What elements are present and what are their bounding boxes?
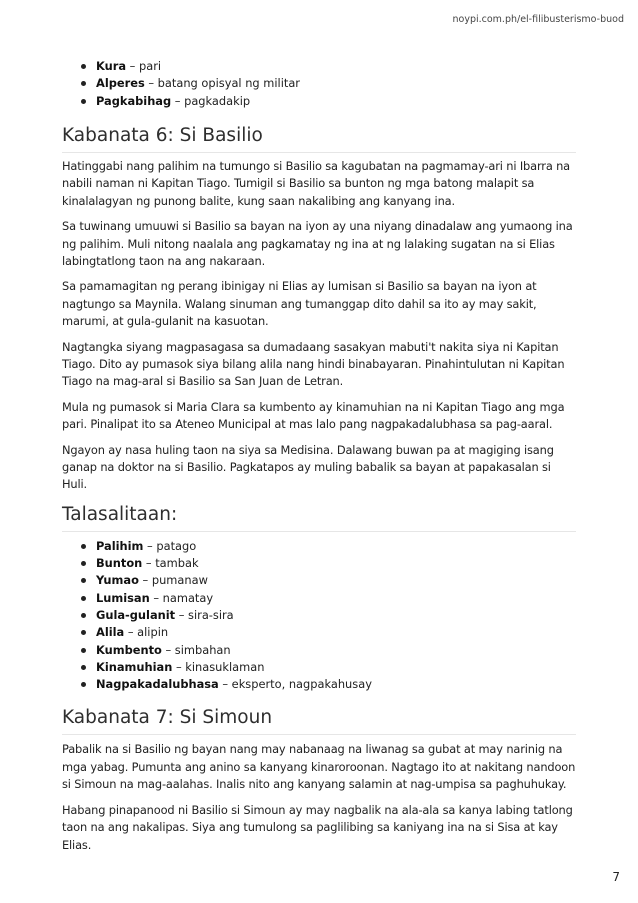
term-word: Alila — [96, 625, 125, 640]
term-definition: – pari — [126, 59, 162, 73]
source-url: noypi.com.ph/el-filibusterismo-buod — [452, 14, 624, 25]
talasalitaan-list — [62, 538, 576, 694]
paragraph: Sa tuwinang umuuwi si Basilio sa bayan na iyon ay una niyang dinadalaw ang yumaong ina ng palihim. Muli nitong naalala ang pagkamatay ng ina at ng lalaking sugatan na si Elias labingtatlong taon na ang nakaraan. — [62, 219, 573, 268]
term-definition: – kinasuklaman — [172, 659, 265, 674]
list-item — [78, 659, 576, 676]
talasalitaan-heading: Talasalitaan: — [62, 503, 576, 532]
term-definition: – namatay — [149, 590, 214, 605]
list-item — [78, 555, 576, 572]
term-definition: – alipin — [124, 625, 169, 640]
list-item — [78, 75, 576, 92]
term-word: Yumao — [96, 573, 139, 588]
list-item — [78, 590, 576, 607]
term-definition: – eksperto, nagpakahusay — [218, 677, 372, 692]
paragraph: Pabalik na si Basilio ng bayan nang may nabanaag na liwanag sa gubat at may narinig na mga yabag. Pumunta ang anino sa kanyang kinaroroonan. Nagtago ito at nakitang nandoon si Simoun na mag-aalahas. Inalis nito ang kanyang salamin at nag-umpisa sa paghuhukay. — [62, 742, 576, 792]
list-item — [78, 572, 576, 589]
paragraph: Hatinggabi nang palihim na tumungo si Basilio sa kagubatan na pagmamay-ari ni Ibarra na nabili naman ni Kapitan Tiago. Tumigil si Basilio sa bunton ng mga batong malapit sa kinalalagyan ng punong balite, kung saan nakalibing ang kanyang ina. — [62, 158, 571, 208]
term-definition: – batang opisyal ng militar — [144, 76, 300, 91]
list-item — [78, 58, 576, 75]
paragraph: Habang pinapanood ni Basilio si Simoun ay may nagbalik na ala-ala sa kanya labing tatlong taon na ang nakalipas. Siya ang tumulong sa paglilibing sa kaniyang ina na si Sisa at kay Elias. — [62, 802, 573, 852]
paragraph: Sa pamamagitan ng perang ibinigay ni Elias ay lumisan si Basilio sa bayan na iyon at nagtungo sa Maynila. Walang sinuman ang tumanggap dito dahil sa ito ay may sakit, marumi, at gula-gulanit na kasuotan. — [62, 279, 537, 329]
chapter-7-heading: Kabanata 7: Si Simoun — [62, 706, 576, 735]
page-content — [62, 58, 576, 862]
term-definition: – pumanaw — [138, 573, 208, 588]
list-item — [78, 538, 576, 555]
term-word: Pagkabihag — [96, 93, 172, 108]
term-word: Kura — [96, 59, 127, 73]
list-item — [78, 676, 576, 693]
term-word: Lumisan — [96, 590, 150, 605]
term-word: Kumbento — [96, 642, 162, 657]
talasalitaan-section — [62, 503, 576, 694]
list-item — [78, 642, 576, 659]
term-definition: – tambak — [142, 556, 199, 571]
term-word: Palihim — [96, 538, 144, 553]
term-word: Kinamuhian — [96, 659, 173, 674]
paragraph: Ngayon ay nasa huling taon na siya sa Medisina. Dalawang buwan pa at magiging isang ganap na doktor na si Basilio. Pagkatapos ay muling babalik sa bayan at papakasalan si Huli. — [62, 442, 554, 492]
paragraph: Mula ng pumasok si Maria Clara sa kumbento ay kinamuhian na ni Kapitan Tiago ang mga pari. Pinalipat ito sa Ateneo Municipal at mas lalo pang nagpakadalubhasa sa pag-aaral. — [62, 399, 565, 432]
term-word: Gula-gulanit — [96, 607, 176, 622]
term-definition: – sira-sira — [175, 607, 234, 622]
chapter-6-section — [62, 124, 576, 494]
chapter-7-section — [62, 706, 576, 853]
term-word: Nagpakadalubhasa — [96, 677, 219, 692]
list-item — [78, 93, 576, 110]
term-word: Alperes — [96, 76, 145, 91]
term-definition: – patago — [143, 538, 197, 553]
list-item — [78, 607, 576, 624]
page-number: 7 — [612, 870, 620, 884]
top-term-list — [62, 58, 576, 110]
term-definition: – pagkadakip — [171, 93, 251, 108]
paragraph: Nagtangka siyang magpasagasa sa dumadaang sasakyan mabuti't nakita siya ni Kapitan Tiago. Dito ay pumasok siya bilang alila nang hindi binabayaran. Pinahintulutan ni Kapitan Tiago na mag-aral si Basilio sa San Juan de Letran. — [62, 339, 565, 389]
list-item — [78, 624, 576, 641]
chapter-6-heading: Kabanata 6: Si Basilio — [62, 124, 576, 153]
term-definition: – simbahan — [161, 642, 231, 657]
term-word: Bunton — [96, 556, 143, 571]
